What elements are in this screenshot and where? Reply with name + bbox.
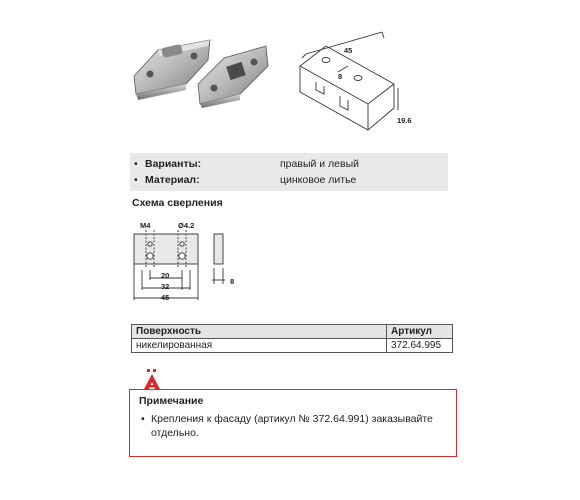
spec-bullet: • [134, 158, 138, 170]
note-text: Крепления к фасаду (артикул № 372.64.991) заказывайте отдельно. [151, 413, 433, 439]
dim-height-label: 19.6 [397, 116, 412, 125]
label-diameter: Ø4.2 [178, 221, 195, 230]
spec-row-variants [130, 157, 448, 172]
header-article: Артикул [387, 325, 453, 339]
drilling-diagram [128, 222, 238, 312]
cell-article: 372.64.995 [387, 339, 453, 353]
article-table [131, 324, 453, 353]
specs-panel [130, 153, 448, 191]
note-title: Примечание [139, 395, 204, 407]
dim-total-label: 45 [161, 293, 170, 302]
dim-mid-label: 32 [161, 282, 170, 291]
dim-inner-label: 20 [161, 271, 170, 280]
table-header-row [132, 325, 453, 339]
table-row [132, 339, 453, 353]
label-thread: M4 [140, 221, 151, 230]
dim-width-label: 45 [344, 46, 353, 55]
spec-value: цинковое литье [280, 174, 357, 186]
spec-label: Варианты: [145, 158, 202, 170]
drilling-title: Схема сверления [132, 197, 223, 209]
note-item [141, 412, 447, 440]
cell-surface: никелированная [132, 339, 387, 353]
product-photo [128, 36, 278, 108]
warning-icon [141, 369, 165, 391]
spec-bullet: • [134, 174, 138, 186]
spec-row-material [130, 173, 448, 188]
dim-side-label: 8 [230, 277, 235, 286]
spec-value: правый и левый [280, 158, 360, 170]
dim-slot-label: 8 [338, 72, 343, 81]
spec-label: Материал: [145, 174, 200, 186]
note-bullet: • [141, 413, 145, 425]
header-surface: Поверхность [132, 325, 387, 339]
note-box [129, 389, 457, 457]
